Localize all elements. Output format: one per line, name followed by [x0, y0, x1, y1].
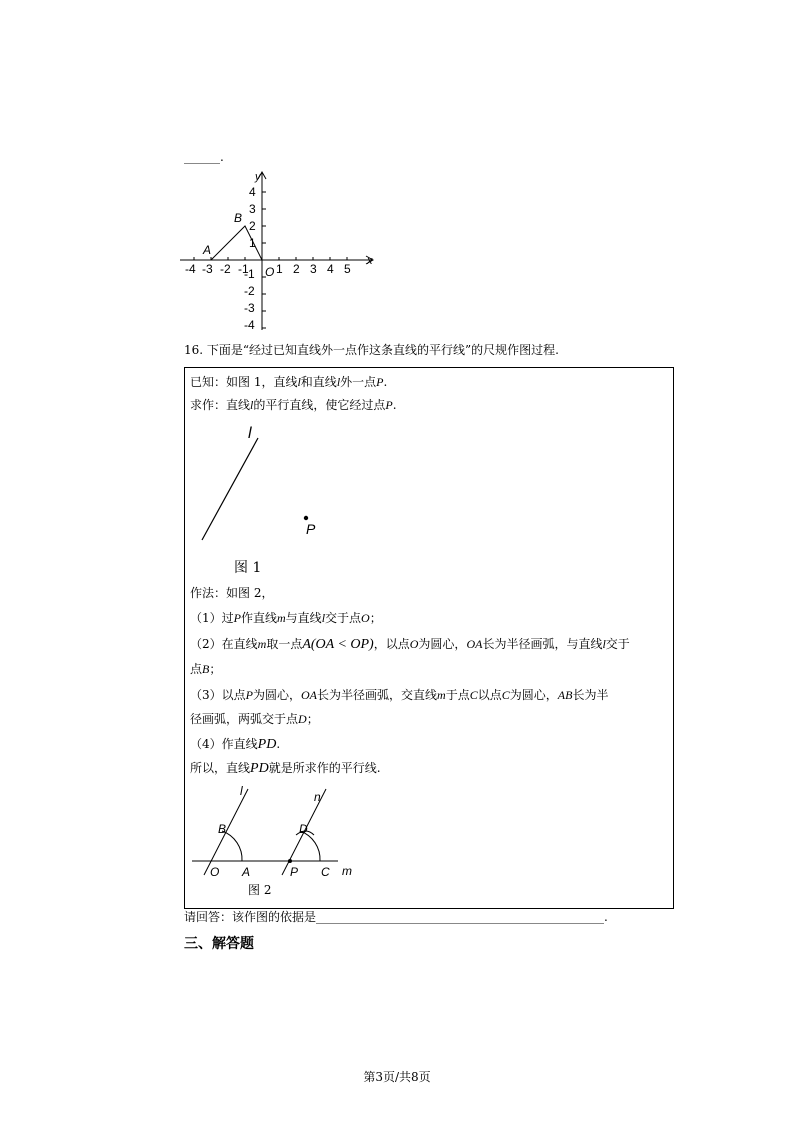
y-tick: -4 [244, 318, 255, 332]
label-l: l [240, 784, 243, 798]
y-tick: -3 [244, 301, 255, 315]
x-tick: 5 [344, 262, 351, 276]
page-footer: 第3页/共8页 [363, 1070, 431, 1084]
point-p [304, 516, 308, 520]
figure-2 [190, 783, 370, 898]
y-axis-label: y [255, 171, 261, 183]
y-tick: 1 [249, 236, 256, 250]
x-tick: 3 [310, 262, 317, 276]
known-line: 已知：如图 1，直线l和直线l外一点P. [190, 375, 388, 389]
label-n: n [314, 790, 321, 804]
y-tick: -2 [244, 284, 255, 298]
x-tick: -3 [202, 262, 213, 276]
label-b: B [218, 822, 227, 836]
y-tick-labels [244, 185, 256, 332]
y-tick: 2 [249, 219, 256, 233]
coordinate-graph [180, 168, 380, 333]
y-tick: 4 [249, 185, 256, 199]
step-2-line-2: 点B； [190, 662, 222, 676]
label-d: D [299, 822, 308, 836]
x-tick: -2 [220, 262, 231, 276]
label-c: C [321, 865, 330, 879]
find-line: 求作：直线l的平行直线，使它经过点P. [190, 398, 397, 412]
x-tick: 4 [327, 262, 334, 276]
label-m: m [342, 864, 352, 878]
point-p-label: P [306, 521, 316, 537]
origin-label: O [265, 265, 275, 279]
label-p: P [290, 865, 299, 879]
step-4: （4）作直线PD. [190, 737, 281, 752]
point-a-label: A [203, 243, 212, 257]
step-1: （1）过P作直线m与直线l交于点O； [190, 611, 382, 625]
x-tick: 1 [276, 262, 283, 276]
x-tick: -4 [185, 262, 196, 276]
figure-1 [190, 420, 340, 550]
line-l [202, 438, 258, 540]
answer-blank[interactable]: ________________________________________________ [316, 910, 605, 924]
method-label: 作法：如图 2， [190, 586, 274, 600]
x-tick: 2 [293, 262, 300, 276]
question-16-intro: 16. 下面是“经过已知直线外一点作这条直线的平行线”的尺规作图过程. [184, 343, 559, 357]
step-3-line-1: （3）以点P为圆心，OA长为半径画弧，交直线m于点C以点C为圆心，AB长为半 [190, 688, 609, 702]
x-tick: -1 [238, 262, 249, 276]
figure-2-caption: 图 2 [248, 883, 272, 897]
answer-prompt: 请回答：该作图的依据是________________________________________________. [184, 910, 608, 924]
line-l-label: l [248, 425, 252, 442]
point-p-dot [288, 859, 292, 863]
label-a: A [242, 865, 251, 879]
conclusion: 所以，直线PD就是所求作的平行线. [190, 761, 381, 776]
figure-1-caption: 图 1 [234, 560, 262, 576]
section-heading: 三、解答题 [184, 936, 254, 952]
x-axis-label: x [367, 255, 373, 267]
label-o: O [210, 865, 220, 879]
step-3-line-2: 径画弧，两弧交于点D； [190, 712, 319, 726]
point-b-label: B [234, 211, 243, 225]
prev-answer-blank: ______. [184, 150, 224, 164]
step-2-line-1: （2）在直线m取一点A(OA < OP)，以点O为圆心，OA长为半径画弧，与直线l交于 [190, 637, 630, 652]
y-tick: 3 [249, 202, 256, 216]
y-tick: -1 [244, 267, 255, 281]
